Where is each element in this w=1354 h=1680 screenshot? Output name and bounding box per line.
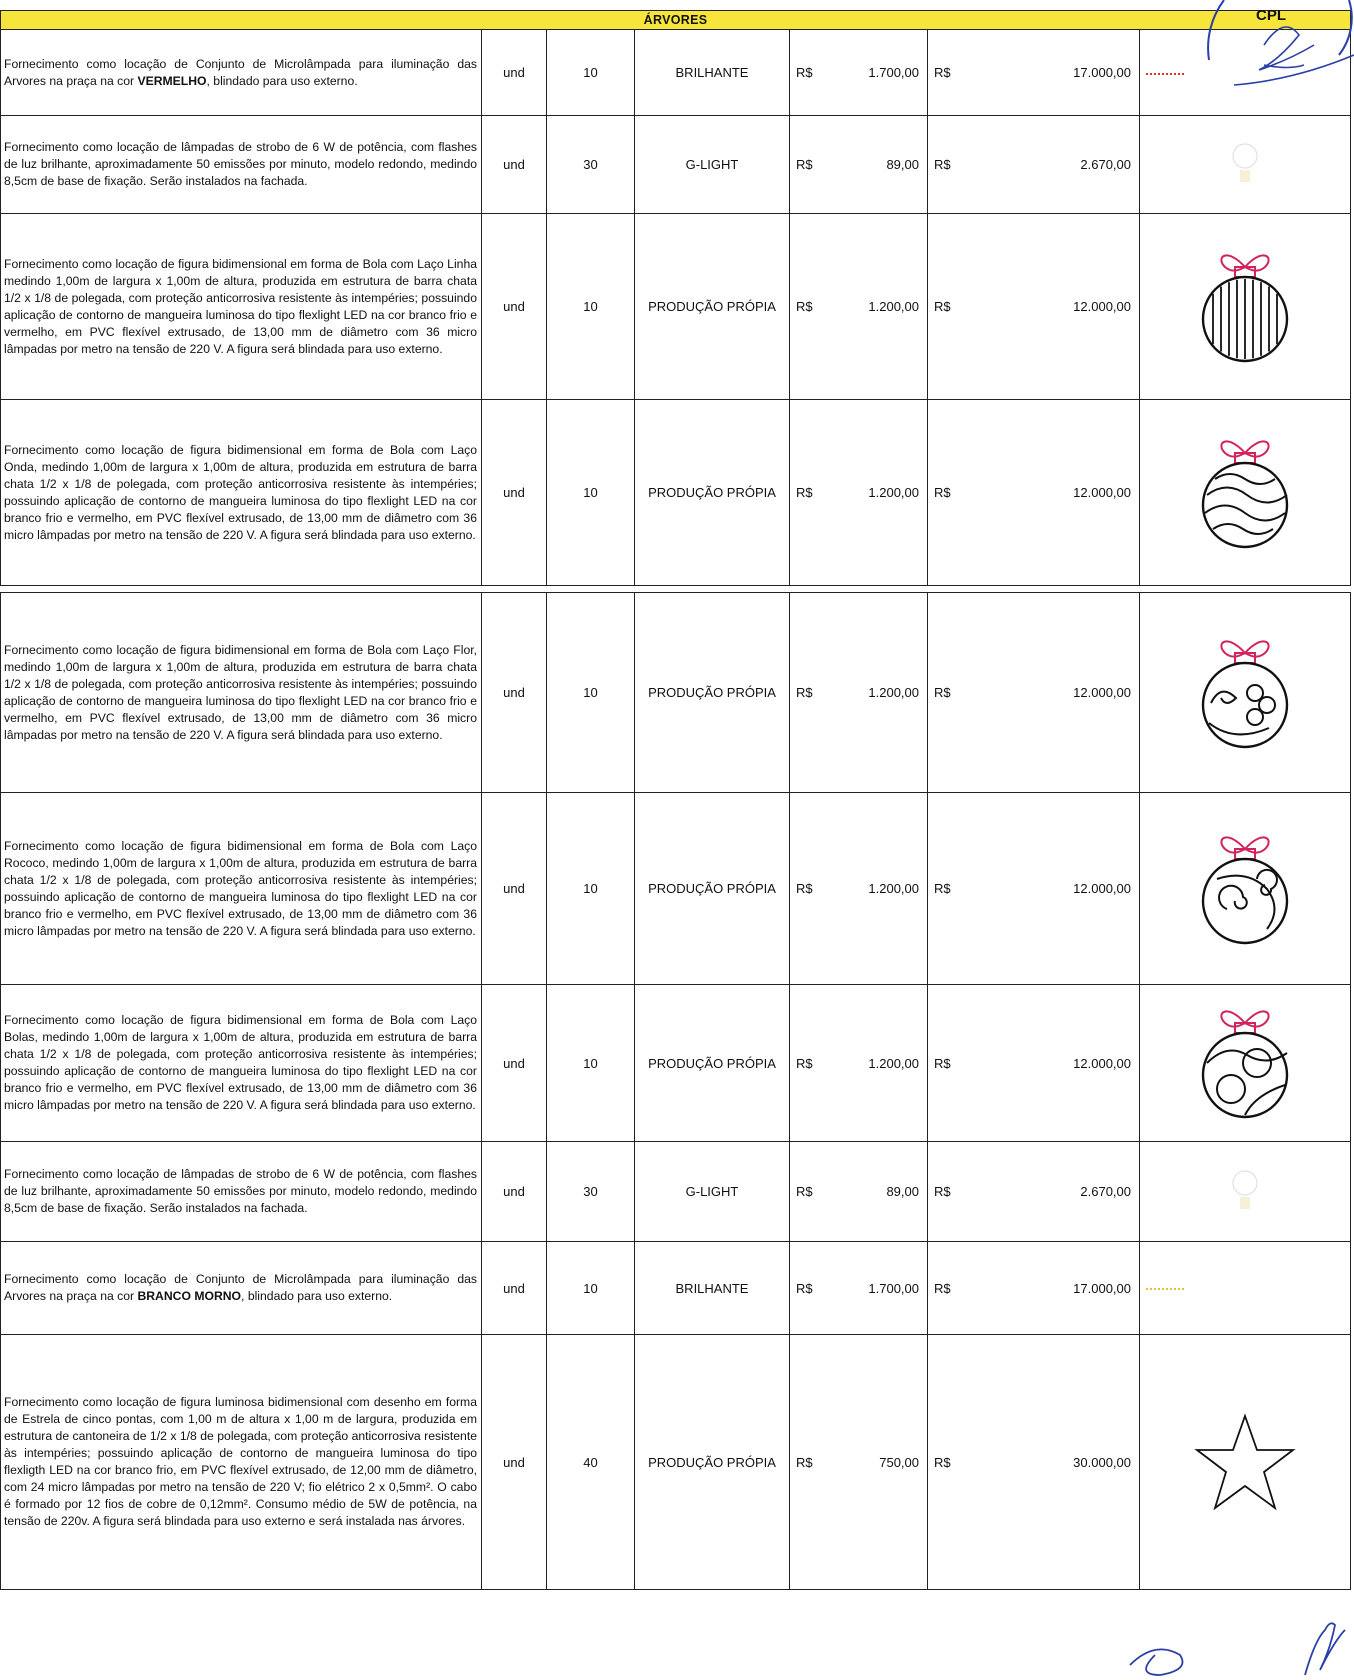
table-row <box>1 400 1351 586</box>
ornament-lines-icon <box>1197 247 1293 367</box>
unit-price: 1.200,00 <box>828 793 928 985</box>
table-row <box>1 793 1351 985</box>
unit-price: 89,00 <box>828 116 928 214</box>
item-brand: G-LIGHT <box>635 1142 790 1242</box>
item-illustration <box>1140 116 1351 214</box>
unit-price-currency: R$ <box>790 793 828 985</box>
cpl-stamp <box>1164 0 1354 110</box>
unit-price-currency: R$ <box>790 985 828 1142</box>
ornament-flower-icon <box>1197 633 1293 753</box>
unit-price-currency: R$ <box>790 214 828 400</box>
item-illustration <box>1140 1335 1351 1590</box>
item-illustration <box>1140 985 1351 1142</box>
item-quantity: 30 <box>547 1142 635 1242</box>
total-price: 2.670,00 <box>960 116 1140 214</box>
unit-price: 1.200,00 <box>828 400 928 586</box>
total-currency: R$ <box>928 593 960 793</box>
price-sheet <box>0 10 1350 1590</box>
item-illustration <box>1140 793 1351 985</box>
item-description: Fornecimento como locação de figura luminosa bidimensional com desenho em forma de Estrela de cinco pontas, com 1,00 m de altura x 1,00 m de largura, produzida em estrutura de cantoneira de 1/2 x 1/8 de polegada, com proteção anticorrosiva resistente às intempéries; possuindo aplicação de contorno de mangueira luminosa do tipo flexligth LED na cor branco frio, em PVC flexível extrusado, de 12,00 mm de diâmetro, com 24 micro lâmpadas por metro na tensão de 220 V; fio elétrico 2 x 0,5mm². O cabo é formado por 12 fios de cobre de 0,12mm². Consumo médio de 5W de potência, na tensão de 220v. A figura será blindada para uso externo e será instalada nas árvores. <box>1 1335 482 1590</box>
total-currency: R$ <box>928 30 960 116</box>
total-price: 12.000,00 <box>960 593 1140 793</box>
total-currency: R$ <box>928 793 960 985</box>
item-description: Fornecimento como locação de Conjunto de Microlâmpada para iluminação das Arvores na praça na cor BRANCO MORNO, blindado para uso externo. <box>1 1242 482 1335</box>
unit-price: 1.700,00 <box>828 30 928 116</box>
total-price: 12.000,00 <box>960 400 1140 586</box>
row-separator <box>1 586 1351 593</box>
item-description: Fornecimento como locação de lâmpadas de strobo de 6 W de potência, com flashes de luz brilhante, aproximadamente 50 emissões por minuto, modelo redondo, medindo 8,5cm de base de fixação. Serão instalados na fachada. <box>1 116 482 214</box>
table-row <box>1 1335 1351 1590</box>
section-title: ÁRVORES <box>1 11 1351 30</box>
total-currency: R$ <box>928 1242 960 1335</box>
unit-price: 89,00 <box>828 1142 928 1242</box>
item-description: Fornecimento como locação de figura bidimensional em forma de Bola com Laço Linha medindo 1,00m de largura x 1,00m de altura, produzida em estrutura de barra chata 1/2 x 1/8 de polegada, com proteção anticorrosiva resistente às intempéries; possuindo aplicação de contorno de mangueira luminosa do tipo flexlight LED na cor branco frio e vermelho, em PVC flexível extrusado, de 13,00 mm de diâmetro com 36 micro lâmpadas por metro na tensão de 220 V. A figura será blindada para uso externo. <box>1 214 482 400</box>
item-illustration <box>1140 400 1351 586</box>
item-unit: und <box>482 400 547 586</box>
item-unit: und <box>482 593 547 793</box>
total-price: 17.000,00 <box>960 1242 1140 1335</box>
table-row <box>1 30 1351 116</box>
item-brand: BRILHANTE <box>635 1242 790 1335</box>
total-currency: R$ <box>928 214 960 400</box>
strobe-bulb-icon <box>1230 1167 1260 1217</box>
items-table <box>0 10 1351 1590</box>
item-unit: und <box>482 1335 547 1590</box>
item-description: Fornecimento como locação de figura bidimensional em forma de Bola com Laço Onda, medindo 1,00m de largura x 1,00m de altura, produzida em estrutura de barra chata 1/2 x 1/8 de polegada, com proteção anticorrosiva resistente às intempéries; possuindo aplicação de contorno de mangueira luminosa do tipo flexlight LED na cor branco frio e vermelho, em PVC flexível extrusado, de 13,00 mm de diâmetro com 36 micro lâmpadas por metro na tensão de 220 V. A figura será blindada para uso externo. <box>1 400 482 586</box>
total-currency: R$ <box>928 1142 960 1242</box>
total-price: 12.000,00 <box>960 214 1140 400</box>
item-illustration <box>1140 214 1351 400</box>
item-unit: und <box>482 1142 547 1242</box>
unit-price: 1.700,00 <box>828 1242 928 1335</box>
strobe-bulb-icon <box>1230 140 1260 190</box>
table-row <box>1 116 1351 214</box>
item-description: Fornecimento como locação de lâmpadas de strobo de 6 W de potência, com flashes de luz brilhante, aproximadamente 50 emissões por minuto, modelo redondo, medindo 8,5cm de base de fixação. Serão instalados na fachada. <box>1 1142 482 1242</box>
unit-price: 1.200,00 <box>828 214 928 400</box>
item-description: Fornecimento como locação de figura bidimensional em forma de Bola com Laço Bolas, medindo 1,00m de largura x 1,00m de altura, produzida em estrutura de barra chata 1/2 x 1/8 de polegada, com proteção anticorrosiva resistente às intempéries; possuindo aplicação de contorno de mangueira luminosa do tipo flexlight LED na cor branco frio e vermelho, em PVC flexível extrusado, de 13,00 mm de diâmetro com 36 micro lâmpadas por metro na tensão de 220 V. A figura será blindada para uso externo. <box>1 985 482 1142</box>
item-brand: PRODUÇÃO PRÓPIA <box>635 400 790 586</box>
item-quantity: 10 <box>547 985 635 1142</box>
section-header <box>1 11 1351 30</box>
unit-price-currency: R$ <box>790 30 828 116</box>
item-quantity: 10 <box>547 214 635 400</box>
table-row <box>1 985 1351 1142</box>
unit-price: 750,00 <box>828 1335 928 1590</box>
item-illustration <box>1140 593 1351 793</box>
unit-price-currency: R$ <box>790 593 828 793</box>
item-quantity: 10 <box>547 1242 635 1335</box>
total-price: 2.670,00 <box>960 1142 1140 1242</box>
unit-price-currency: R$ <box>790 1242 828 1335</box>
total-currency: R$ <box>928 1335 960 1590</box>
item-illustration <box>1140 1142 1351 1242</box>
table-row <box>1 214 1351 400</box>
item-unit: und <box>482 985 547 1142</box>
item-quantity: 30 <box>547 116 635 214</box>
total-price: 30.000,00 <box>960 1335 1140 1590</box>
unit-price: 1.200,00 <box>828 985 928 1142</box>
total-currency: R$ <box>928 985 960 1142</box>
item-brand: PRODUÇÃO PRÓPIA <box>635 593 790 793</box>
item-unit: und <box>482 793 547 985</box>
item-quantity: 40 <box>547 1335 635 1590</box>
table-row <box>1 1142 1351 1242</box>
item-unit: und <box>482 214 547 400</box>
total-currency: R$ <box>928 400 960 586</box>
item-brand: PRODUÇÃO PRÓPIA <box>635 214 790 400</box>
unit-price-currency: R$ <box>790 116 828 214</box>
item-unit: und <box>482 30 547 116</box>
item-unit: und <box>482 1242 547 1335</box>
item-description: Fornecimento como locação de figura bidimensional em forma de Bola com Laço Flor, medindo 1,00m de largura x 1,00m de altura, produzida em estrutura de barra chata 1/2 x 1/8 de polegada, com proteção anticorrosiva resistente às intempéries; possuindo aplicação de contorno de mangueira luminosa do tipo flexlight LED na cor branco frio e vermelho, em PVC flexível extrusado, de 13,00 mm de diâmetro com 36 micro lâmpadas por metro na tensão de 220 V. A figura será blindada para uso externo. <box>1 593 482 793</box>
item-brand: BRILHANTE <box>635 30 790 116</box>
item-quantity: 10 <box>547 400 635 586</box>
total-price: 12.000,00 <box>960 985 1140 1142</box>
item-brand: PRODUÇÃO PRÓPIA <box>635 793 790 985</box>
unit-price: 1.200,00 <box>828 593 928 793</box>
star-five-points-icon <box>1193 1412 1297 1512</box>
unit-price-currency: R$ <box>790 1142 828 1242</box>
separator-cell <box>1 586 1351 593</box>
bottom-signatures <box>1110 1615 1350 1680</box>
item-description: Fornecimento como locação de Conjunto de Microlâmpada para iluminação das Arvores na praça na cor VERMELHO, blindado para uso externo. <box>1 30 482 116</box>
stamp-label: CPL <box>1256 7 1286 24</box>
item-description: Fornecimento como locação de figura bidimensional em forma de Bola com Laço Rococo, medindo 1,00m de largura x 1,00m de altura, produzida em estrutura de barra chata 1/2 x 1/8 de polegada, com proteção anticorrosiva resistente às intempéries; possuindo aplicação de contorno de mangueira luminosa do tipo flexlight LED na cor branco frio e vermelho, em PVC flexível extrusado, de 13,00 mm de diâmetro com 36 micro lâmpadas por metro na tensão de 220 V. A figura será blindada para uso externo. <box>1 793 482 985</box>
table-row <box>1 1242 1351 1335</box>
item-brand: PRODUÇÃO PRÓPIA <box>635 985 790 1142</box>
total-price: 12.000,00 <box>960 793 1140 985</box>
item-quantity: 10 <box>547 30 635 116</box>
ornament-swirls-icon <box>1197 829 1293 949</box>
item-brand: PRODUÇÃO PRÓPIA <box>635 1335 790 1590</box>
total-currency: R$ <box>928 116 960 214</box>
ornament-circles-icon <box>1197 1003 1293 1123</box>
ornament-waves-icon <box>1197 433 1293 553</box>
item-illustration <box>1140 1242 1351 1335</box>
item-quantity: 10 <box>547 793 635 985</box>
warm-microlamp-sample-icon <box>1146 1288 1184 1290</box>
item-brand: G-LIGHT <box>635 116 790 214</box>
unit-price-currency: R$ <box>790 1335 828 1590</box>
unit-price-currency: R$ <box>790 400 828 586</box>
table-row <box>1 593 1351 793</box>
total-price: 17.000,00 <box>960 30 1140 116</box>
item-unit: und <box>482 116 547 214</box>
item-quantity: 10 <box>547 593 635 793</box>
